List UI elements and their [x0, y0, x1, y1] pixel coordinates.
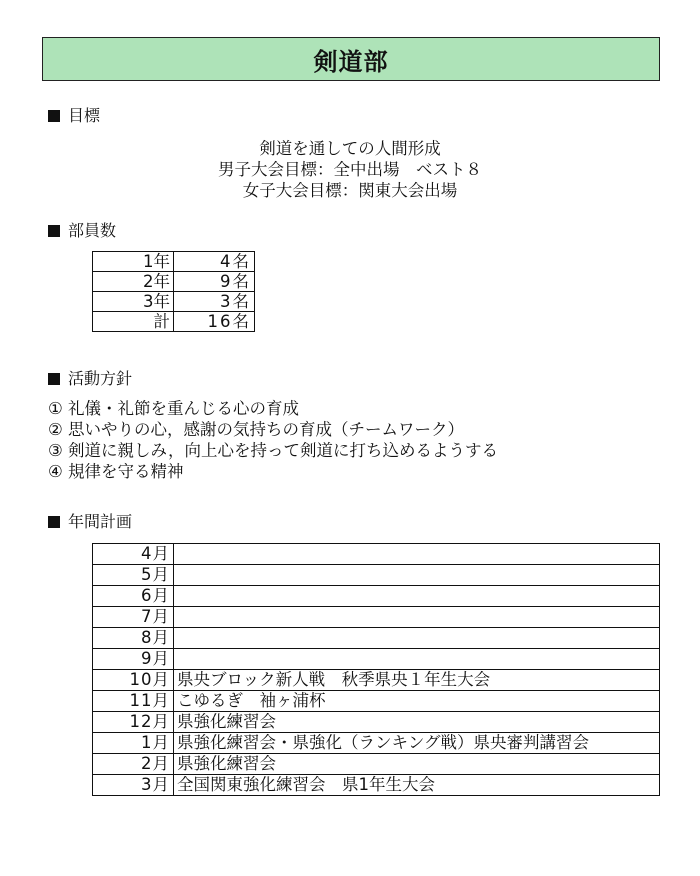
goal-line: 男子大会目標：全中出場 ベスト８ [218, 160, 482, 179]
month-cell: 3月 [93, 775, 174, 796]
table-row [93, 312, 255, 332]
event-cell [174, 628, 660, 649]
count-cell: 4名 [174, 252, 255, 272]
goals-block [0, 138, 700, 201]
count-cell: 16名 [174, 312, 255, 332]
month-cell: 12月 [93, 712, 174, 733]
section-heading-label: 年間計画 [68, 512, 133, 531]
table-row [93, 691, 660, 712]
table-row [93, 586, 660, 607]
square-bullet-icon [48, 110, 60, 122]
table-row [93, 292, 255, 312]
table-row [93, 565, 660, 586]
list-item: ① 礼儀・礼節を重んじる心の育成 [48, 399, 300, 418]
event-cell [174, 565, 660, 586]
policy-list [48, 398, 498, 482]
section-heading-label: 目標 [68, 106, 101, 125]
square-bullet-icon [48, 225, 60, 237]
event-cell: 県強化練習会 [174, 712, 660, 733]
month-cell: 7月 [93, 607, 174, 628]
table-row [93, 754, 660, 775]
count-cell: 3名 [174, 292, 255, 312]
event-cell: こゆるぎ 袖ヶ浦杯 [174, 691, 660, 712]
list-item: ④ 規律を守る精神 [48, 462, 184, 481]
month-cell: 8月 [93, 628, 174, 649]
month-cell: 6月 [93, 586, 174, 607]
event-cell [174, 544, 660, 565]
section-heading-label: 活動方針 [68, 369, 133, 388]
grade-cell: 1年 [93, 252, 174, 272]
count-cell: 9名 [174, 272, 255, 292]
section-heading-goals [48, 103, 100, 126]
month-cell: 11月 [93, 691, 174, 712]
event-cell: 全国関東強化練習会 県1年生大会 [174, 775, 660, 796]
member-count-table [92, 251, 255, 332]
month-cell: 9月 [93, 649, 174, 670]
goal-line: 剣道を通しての人間形成 [259, 139, 441, 158]
section-heading-label: 部員数 [68, 221, 117, 240]
table-row [93, 649, 660, 670]
square-bullet-icon [48, 373, 60, 385]
grade-cell: 2年 [93, 272, 174, 292]
table-row [93, 607, 660, 628]
table-row [93, 544, 660, 565]
goal-line: 女子大会目標：関東大会出場 [242, 181, 458, 200]
table-row [93, 775, 660, 796]
title-banner [42, 37, 660, 81]
event-cell [174, 586, 660, 607]
table-row [93, 670, 660, 691]
month-cell: 10月 [93, 670, 174, 691]
event-cell [174, 607, 660, 628]
list-item: ③ 剣道に親しみ，向上心を持って剣道に打ち込めるようする [48, 441, 499, 460]
table-row [93, 272, 255, 292]
month-cell: 5月 [93, 565, 174, 586]
event-cell [174, 649, 660, 670]
section-heading-plan [48, 509, 132, 532]
section-heading-members [48, 218, 116, 241]
table-row [93, 712, 660, 733]
event-cell: 県強化練習会・県強化（ランキング戦）県央審判講習会 [174, 733, 660, 754]
grade-cell: 計 [93, 312, 174, 332]
table-row [93, 733, 660, 754]
table-row [93, 252, 255, 272]
list-item: ② 思いやりの心，感謝の気持ちの育成（チームワーク） [48, 420, 465, 439]
annual-plan-table [92, 543, 660, 796]
square-bullet-icon [48, 516, 60, 528]
table-row [93, 628, 660, 649]
event-cell: 県央ブロック新人戦 秋季県央１年生大会 [174, 670, 660, 691]
month-cell: 2月 [93, 754, 174, 775]
page-title: 剣道部 [313, 47, 389, 76]
event-cell: 県強化練習会 [174, 754, 660, 775]
month-cell: 1月 [93, 733, 174, 754]
month-cell: 4月 [93, 544, 174, 565]
section-heading-policy [48, 366, 132, 389]
grade-cell: 3年 [93, 292, 174, 312]
